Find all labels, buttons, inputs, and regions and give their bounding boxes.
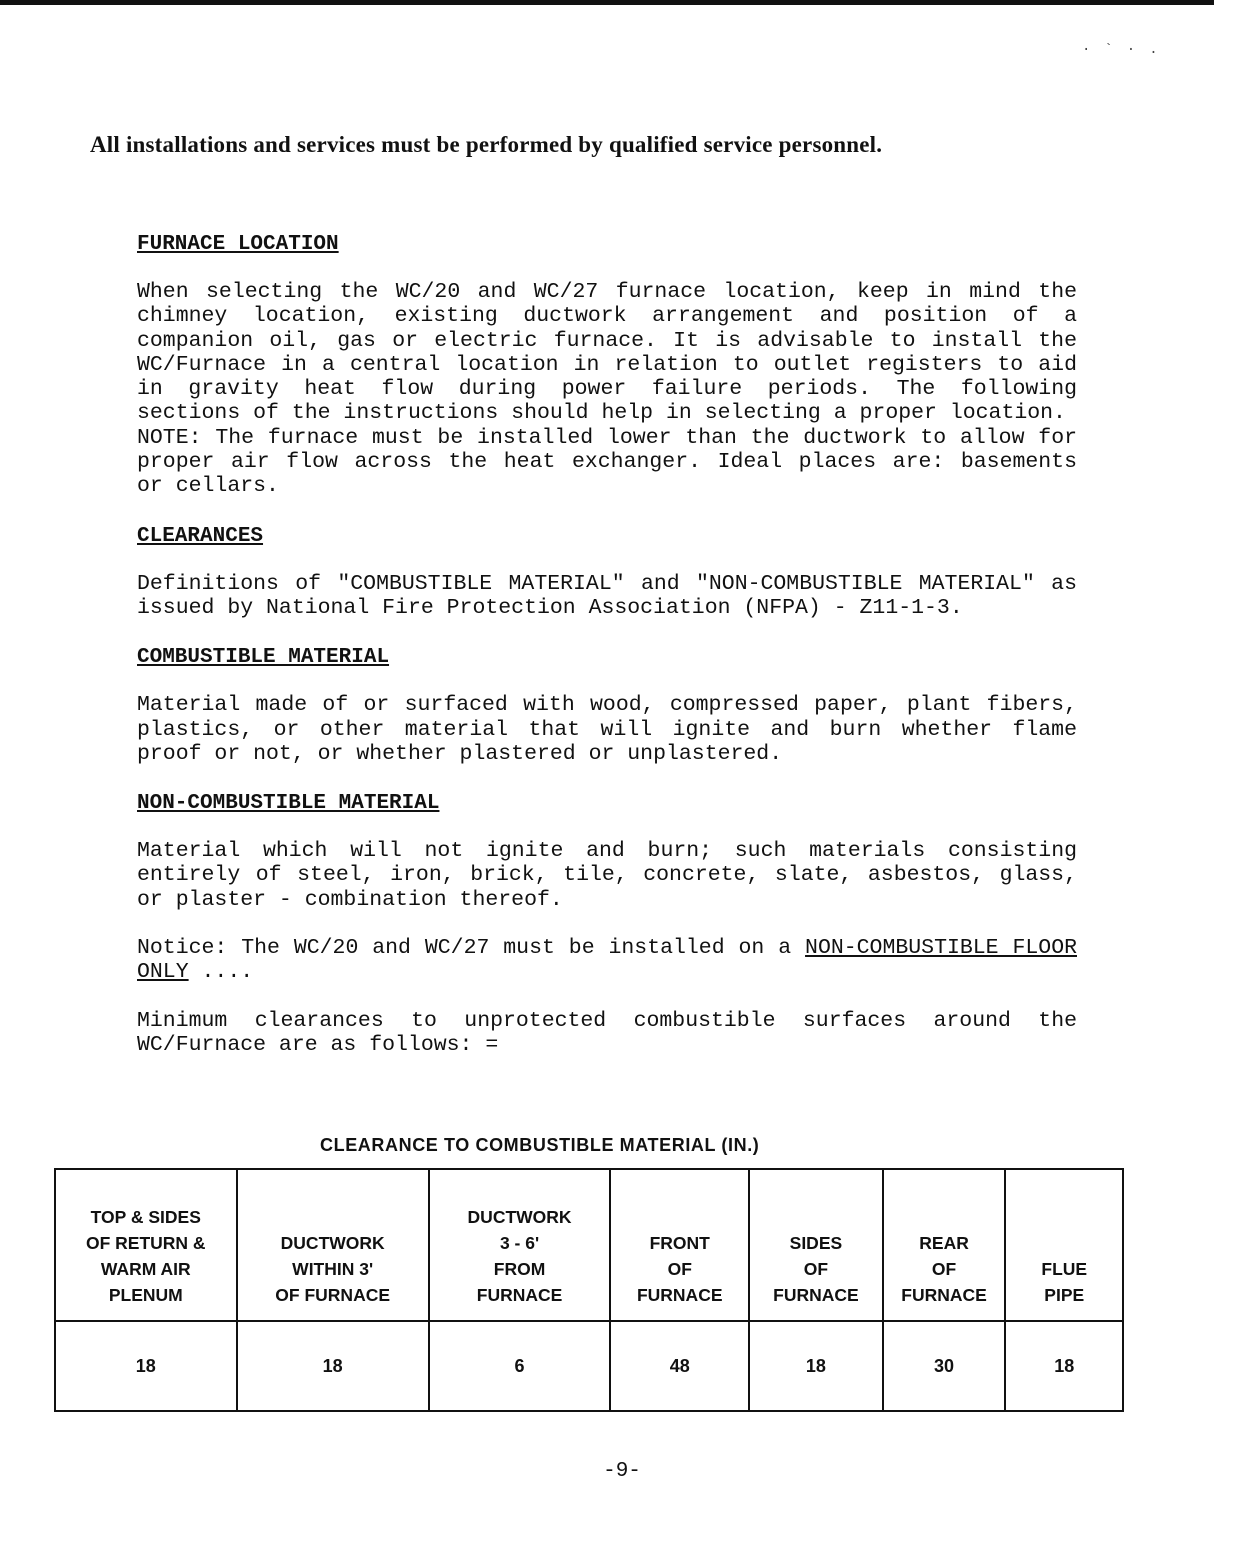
page-number: -9-	[603, 1460, 641, 1483]
document-body	[137, 232, 1077, 1057]
lead-notice: All installations and services must be performed by qualified service personnel.	[90, 132, 883, 157]
header-cell-plenum: TOP & SIDES OF RETURN & WARM AIR PLENUM	[55, 1169, 237, 1321]
paragraph-definitions: Definitions of "COMBUSTIBLE MATERIAL" and "NON-COMBUSTIBLE MATERIAL" as issued by National Fire Protection Association (NFPA) - Z11-1-3.	[137, 571, 1077, 620]
heading-clearances: CLEARANCES	[137, 524, 264, 548]
notice-floor-requirement: NON-COMBUSTIBLE FLOOR ONLY	[137, 936, 1077, 985]
heading-non-combustible-material: NON-COMBUSTIBLE MATERIAL	[137, 792, 440, 816]
heading-combustible-material: COMBUSTIBLE MATERIAL	[137, 646, 390, 670]
paragraph-combustible-material: Material made of or surfaced with wood, compressed paper, plant fibers, plastics, or other material that will ignite and burn whether flame proof or not, or whether plastered or unplastered.	[137, 693, 1077, 766]
paragraph-furnace-location: When selecting the WC/20 and WC/27 furnace location, keep in mind the chimney location, existing ductwork arrangement and position of a companion oil, gas or electric furnace. It is advisable to install the WC/Furnace in a central location in relation to outlet registers to aid in gravity heat flow during power failure periods. The following sections of the instructions should help in selecting a proper location.	[137, 280, 1077, 426]
top-rule	[0, 0, 1214, 5]
paragraph-furnace-note: NOTE: The furnace must be installed lower than the ductwork to allow for proper air flow across the heat exchanger. Ideal places are: basements or cellars.	[137, 425, 1077, 499]
value-cell-flue-pipe: 18	[1005, 1321, 1123, 1411]
value-cell-ductwork-3-6: 6	[429, 1321, 611, 1411]
header-cell-ductwork-within-3: DUCTWORK WITHIN 3' OF FURNACE	[237, 1169, 429, 1321]
notice-prefix: Notice: The WC/20 and WC/27 must be installed on a	[137, 936, 806, 961]
notice-suffix: ....	[188, 960, 254, 985]
paragraph-non-combustible-material: Material which will not ignite and burn; such materials consisting entirely of steel, iron, brick, tile, concrete, slate, asbestos, glass, or plaster - combination thereof.	[137, 839, 1077, 912]
table-title: CLEARANCE TO COMBUSTIBLE MATERIAL (IN.)	[320, 1135, 760, 1155]
header-cell-sides: SIDES OF FURNACE	[749, 1169, 883, 1321]
scan-specks: ·`·.	[1082, 42, 1172, 58]
header-cell-rear: REAR OF FURNACE	[883, 1169, 1006, 1321]
paragraph-minimum-clearances: Minimum clearances to unprotected combustible surfaces around the WC/Furnace are as follows: =	[137, 1008, 1077, 1057]
table-value-row	[55, 1321, 1123, 1411]
value-cell-rear: 30	[883, 1321, 1006, 1411]
paragraph-notice	[137, 936, 1077, 985]
clearance-table	[54, 1168, 1124, 1412]
table-header-row	[55, 1169, 1123, 1321]
heading-furnace-location: FURNACE LOCATION	[137, 233, 339, 256]
header-cell-front: FRONT OF FURNACE	[610, 1169, 749, 1321]
header-cell-flue-pipe: FLUE PIPE	[1005, 1169, 1123, 1321]
value-cell-front: 48	[610, 1321, 749, 1411]
value-cell-plenum: 18	[55, 1321, 237, 1411]
header-cell-ductwork-3-6: DUCTWORK 3 - 6' FROM FURNACE	[429, 1169, 611, 1321]
value-cell-sides: 18	[749, 1321, 883, 1411]
value-cell-ductwork-within-3: 18	[237, 1321, 429, 1411]
